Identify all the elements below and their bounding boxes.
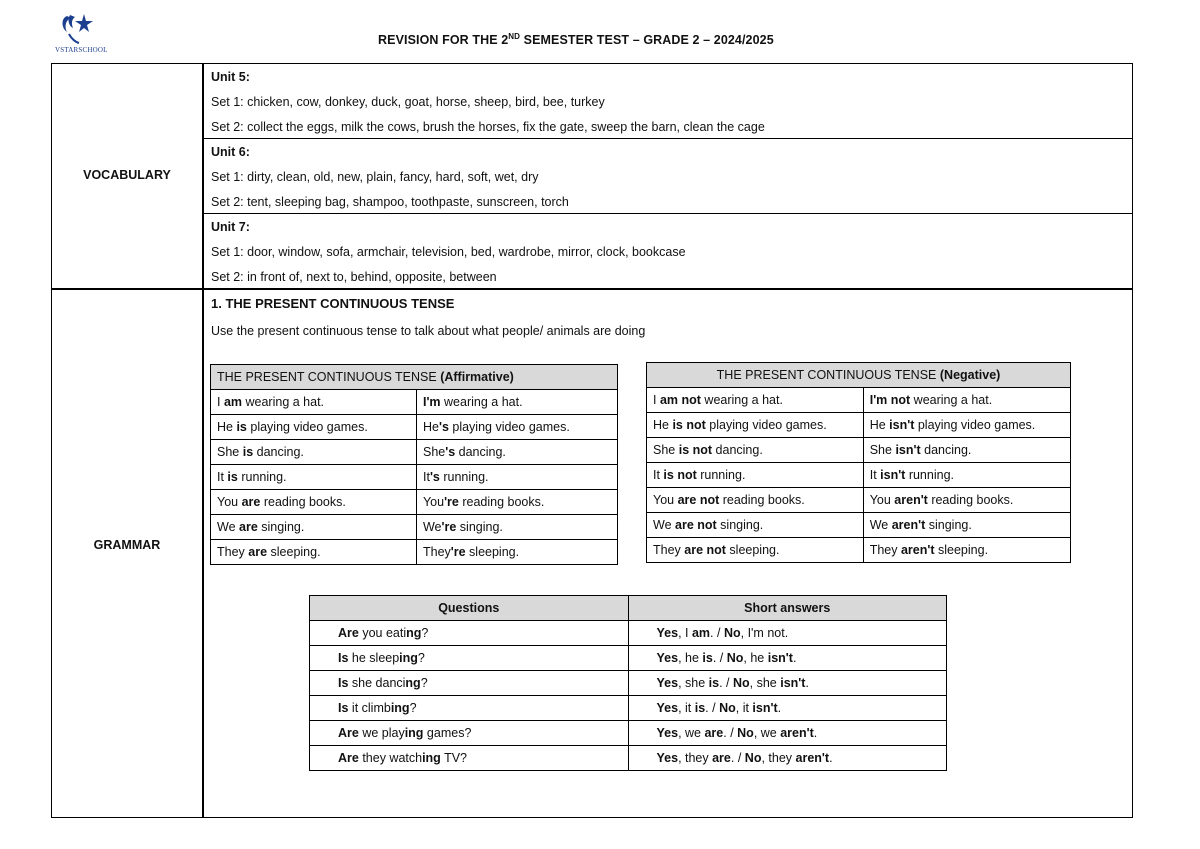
affirmative-full-form-cell [211,490,417,515]
affirmative-short-form-cell [416,490,617,515]
bold-text: Is [338,701,349,715]
negative-table [646,362,1071,563]
sentence-text: We [869,518,892,532]
plain-text: , it [678,701,695,715]
bold-text: ing [390,701,410,715]
plain-text: . [777,701,782,715]
plain-text: , he [743,651,768,665]
unit7-title: Unit 7: [211,220,250,234]
questions-table [309,595,947,771]
negative-full-form-cell [647,513,864,538]
bold-text: isn't [780,676,806,690]
plain-text: . [813,726,818,740]
verb-highlight: are not [675,518,717,532]
unit6-set2: Set 2: tent, sleeping bag, shampoo, toothpaste, sunscreen, torch [211,195,569,209]
short-answer-cell [628,696,947,721]
verb-highlight: are [248,545,268,559]
bold-text: No [732,676,750,690]
bold-text: Are [338,751,359,765]
sentence-text: He [422,420,439,434]
sentence-text: dancing. [712,443,763,457]
sentence-text: playing video games. [705,418,827,432]
title-suffix: SEMESTER TEST – GRADE 2 – 2024/2025 [520,33,774,47]
plain-text: he sleep [348,651,400,665]
unit7-set1: Set 1: door, window, sofa, armchair, television, bed, wardrobe, mirror, clock, bookcase [211,245,686,259]
sentence-text: It [422,470,430,484]
sentence-text: running. [905,468,954,482]
bold-text: am [691,626,711,640]
unit5-set1: Set 1: chicken, cow, donkey, duck, goat, horse, sheep, bird, bee, turkey [211,95,605,109]
vocabulary-label: VOCABULARY [83,168,171,182]
questions-column-header: Questions [310,596,629,621]
short-answer-cell [628,671,947,696]
sentence-text: sleeping. [934,543,989,557]
sentence-text: wearing a hat. [700,393,783,407]
unit6-title: Unit 6: [211,145,250,159]
sentence-text: They [422,545,451,559]
unit6-set1: Set 1: dirty, clean, old, new, plain, fancy, hard, soft, wet, dry [211,170,539,184]
verb-highlight: isn't [880,468,906,482]
sentence-text: singing. [925,518,972,532]
sentence-text: He [653,418,673,432]
verb-highlight: isn't [889,418,915,432]
plain-text: , we [753,726,781,740]
sentence-text: You [869,493,895,507]
bold-text: ng [406,626,422,640]
unit-divider [203,138,1133,139]
plain-text: , I'm not. [740,626,789,640]
table-row [211,390,618,415]
plain-text: you eati [358,626,407,640]
bold-text: No [744,751,762,765]
sentence-text: running. [237,470,287,484]
table-row [310,671,947,696]
bold-text: ing [399,651,418,665]
sentence-text: sleeping. [267,545,321,559]
negative-short-form-cell [863,438,1070,463]
verb-highlight: I'm not [869,393,911,407]
verb-highlight: 're [444,495,459,509]
sentence-text: running. [439,470,489,484]
verb-highlight: I'm [422,395,441,409]
affirmative-full-form-cell [211,415,417,440]
sentence-text: We [422,520,442,534]
affirmative-full-form-cell [211,390,417,415]
verb-highlight: is not [663,468,697,482]
table-row [310,746,947,771]
plain-text: , they [761,751,796,765]
sentence-text: She [653,443,679,457]
bold-text: ng [405,676,421,690]
affirmative-header-text: THE PRESENT CONTINUOUS TENSE [217,370,437,384]
verb-highlight: am not [659,393,701,407]
sentence-text: You [422,495,445,509]
unit5-title: Unit 5: [211,70,250,84]
bold-text: No [737,726,754,740]
plain-text: ? [421,626,429,640]
question-cell [310,696,629,721]
verb-highlight: are [239,520,258,534]
unit-divider [203,213,1133,214]
short-answer-cell [628,721,947,746]
negative-short-form-cell [863,463,1070,488]
table-row [211,540,618,565]
verb-highlight: 's [429,470,440,484]
table-row [647,463,1071,488]
page-title [378,32,774,47]
short-answer-cell [628,746,947,771]
verb-highlight: isn't [895,443,921,457]
plain-text: ? [409,701,417,715]
sentence-text: It [217,470,228,484]
verb-highlight: is [236,420,247,434]
affirmative-short-form-cell [416,390,617,415]
sentence-text: He [217,420,237,434]
table-row [211,515,618,540]
table-row [211,465,618,490]
verb-highlight: is [227,470,238,484]
plain-text: . / [723,726,738,740]
affirmative-short-form-cell [416,465,617,490]
bold-text: ing [404,726,424,740]
affirmative-short-form-cell [416,415,617,440]
plain-text: , we [678,726,705,740]
column-divider [202,63,204,818]
unit7-set2: Set 2: in front of, next to, behind, opposite, between [211,270,497,284]
sentence-text: singing. [257,520,305,534]
short-answer-cell [628,621,947,646]
verb-highlight: is not [678,443,713,457]
sentence-text: reading books. [927,493,1014,507]
sentence-text: reading books. [458,495,545,509]
short-answer-cell [628,646,947,671]
sentence-text: reading books. [260,495,346,509]
affirmative-header-bold: (Affirmative) [440,370,514,384]
sentence-text: dancing. [920,443,972,457]
affirmative-table-header [211,365,618,390]
affirmative-short-form-cell [416,540,617,565]
plain-text: . [792,651,797,665]
table-row [647,413,1071,438]
verb-highlight: am [223,395,243,409]
title-prefix: REVISION FOR THE 2 [378,33,509,47]
question-cell [310,621,629,646]
plain-text: games? [423,726,472,740]
bold-text: No [719,701,736,715]
plain-text: TV? [440,751,467,765]
plain-text: , he [678,651,703,665]
plain-text: . [829,751,833,765]
affirmative-full-form-cell [211,540,417,565]
table-row [647,513,1071,538]
bold-text: Yes [656,651,679,665]
star-logo-icon [55,12,95,46]
school-logo [55,12,115,56]
negative-table-header [647,363,1071,388]
bold-text: Are [338,626,359,640]
plain-text: , it [735,701,753,715]
bold-text: aren't [795,751,830,765]
plain-text: . / [730,751,745,765]
plain-text: we play [358,726,405,740]
sentence-text: playing video games. [246,420,368,434]
plain-text: . [805,676,809,690]
negative-short-form-cell [863,538,1070,563]
grammar-label: GRAMMAR [93,538,161,552]
sentence-text: singing. [456,520,503,534]
grammar-heading: 1. THE PRESENT CONTINUOUS TENSE [211,296,455,311]
bold-text: isn't [767,651,793,665]
negative-full-form-cell [647,538,864,563]
table-row [647,438,1071,463]
table-row [647,538,1071,563]
question-cell [310,671,629,696]
question-cell [310,646,629,671]
bold-text: are [704,726,724,740]
plain-text: ? [420,676,428,690]
bold-text: Is [338,676,349,690]
plain-text: . / [719,676,733,690]
table-row [647,388,1071,413]
negative-short-form-cell [863,513,1070,538]
bold-text: Yes [656,751,679,765]
affirmative-full-form-cell [211,515,417,540]
sentence-text: He [869,418,890,432]
verb-highlight: 's [438,420,449,434]
table-row [310,621,947,646]
negative-full-form-cell [647,438,864,463]
sentence-text: They [217,545,249,559]
verb-highlight: 's [445,445,456,459]
verb-highlight: aren't [894,493,928,507]
bold-text: aren't [780,726,814,740]
negative-short-form-cell [863,388,1070,413]
sentence-text: They [869,543,901,557]
unit5-set2: Set 2: collect the eggs, milk the cows, brush the horses, fix the gate, sweep the barn, clean the cage [211,120,765,134]
plain-text: they watch [358,751,423,765]
negative-header-bold: (Negative) [939,368,1001,382]
verb-highlight: are not [684,543,726,557]
verb-highlight: are [241,495,261,509]
verb-highlight: 're [441,520,457,534]
sentence-text: We [217,520,239,534]
bold-text: are [712,751,731,765]
sentence-text: She [217,445,243,459]
affirmative-full-form-cell [211,440,417,465]
bold-text: Yes [656,726,679,740]
sentence-text: It [653,468,664,482]
negative-full-form-cell [647,413,864,438]
question-cell [310,721,629,746]
verb-highlight: are not [677,493,720,507]
bold-text: Yes [656,701,679,715]
affirmative-short-form-cell [416,440,617,465]
sentence-text: dancing. [253,445,304,459]
sentence-text: I [217,395,224,409]
sentence-text: dancing. [455,445,506,459]
bold-text: Yes [656,626,679,640]
sentence-text: I [653,393,660,407]
bold-text: Yes [656,676,679,690]
verb-highlight: 're [450,545,466,559]
plain-text: , they [678,751,713,765]
plain-text: . / [705,701,720,715]
negative-full-form-cell [647,463,864,488]
sentence-text: wearing a hat. [910,393,993,407]
table-row [211,415,618,440]
sentence-text: wearing a hat. [440,395,523,409]
verb-highlight: aren't [891,518,926,532]
title-superscript: ND [508,32,521,41]
bold-text: No [723,626,741,640]
plain-text: . / [712,651,727,665]
verb-highlight: aren't [900,543,935,557]
bold-text: ing [422,751,441,765]
sentence-text: You [653,493,678,507]
table-row [211,490,618,515]
bold-text: isn't [752,701,778,715]
verb-highlight: is not [672,418,706,432]
table-row [310,696,947,721]
sentence-text: reading books. [719,493,805,507]
bold-text: is [702,651,713,665]
table-row [310,646,947,671]
grammar-intro: Use the present continuous tense to talk about what people/ animals are doing [211,324,646,338]
negative-short-form-cell [863,413,1070,438]
sentence-text: They [653,543,685,557]
negative-short-form-cell [863,488,1070,513]
sentence-text: sleeping. [465,545,520,559]
plain-text: . / [710,626,724,640]
affirmative-short-form-cell [416,515,617,540]
table-row [211,440,618,465]
plain-text: , I [678,626,692,640]
affirmative-table [210,364,618,565]
bold-text: is [694,701,706,715]
plain-text: , she [749,676,781,690]
sentence-text: It [869,468,881,482]
sentence-text: singing. [716,518,764,532]
bold-text: Are [338,726,359,740]
sentence-text: playing video games. [448,420,570,434]
plain-text: , she [678,676,709,690]
table-row [647,488,1071,513]
negative-header-text: THE PRESENT CONTINUOUS TENSE [716,368,937,382]
affirmative-full-form-cell [211,465,417,490]
plain-text: it climb [348,701,391,715]
negative-full-form-cell [647,388,864,413]
plain-text: ? [417,651,425,665]
bold-text: No [726,651,744,665]
sentence-text: playing video games. [914,418,1036,432]
question-cell [310,746,629,771]
table-row [310,721,947,746]
short-answers-column-header: Short answers [628,596,947,621]
logo-text: VSTARSCHOOL [55,46,108,54]
sentence-text: She [869,443,896,457]
sentence-text: running. [696,468,746,482]
negative-full-form-cell [647,488,864,513]
sentence-text: You [217,495,242,509]
verb-highlight: is [242,445,254,459]
bold-text: Is [338,651,349,665]
sentence-text: wearing a hat. [242,395,325,409]
sentence-text: She [422,445,446,459]
bold-text: is [708,676,720,690]
section-divider [51,288,1133,290]
plain-text: she danci [348,676,406,690]
sentence-text: We [653,518,675,532]
sentence-text: sleeping. [725,543,780,557]
